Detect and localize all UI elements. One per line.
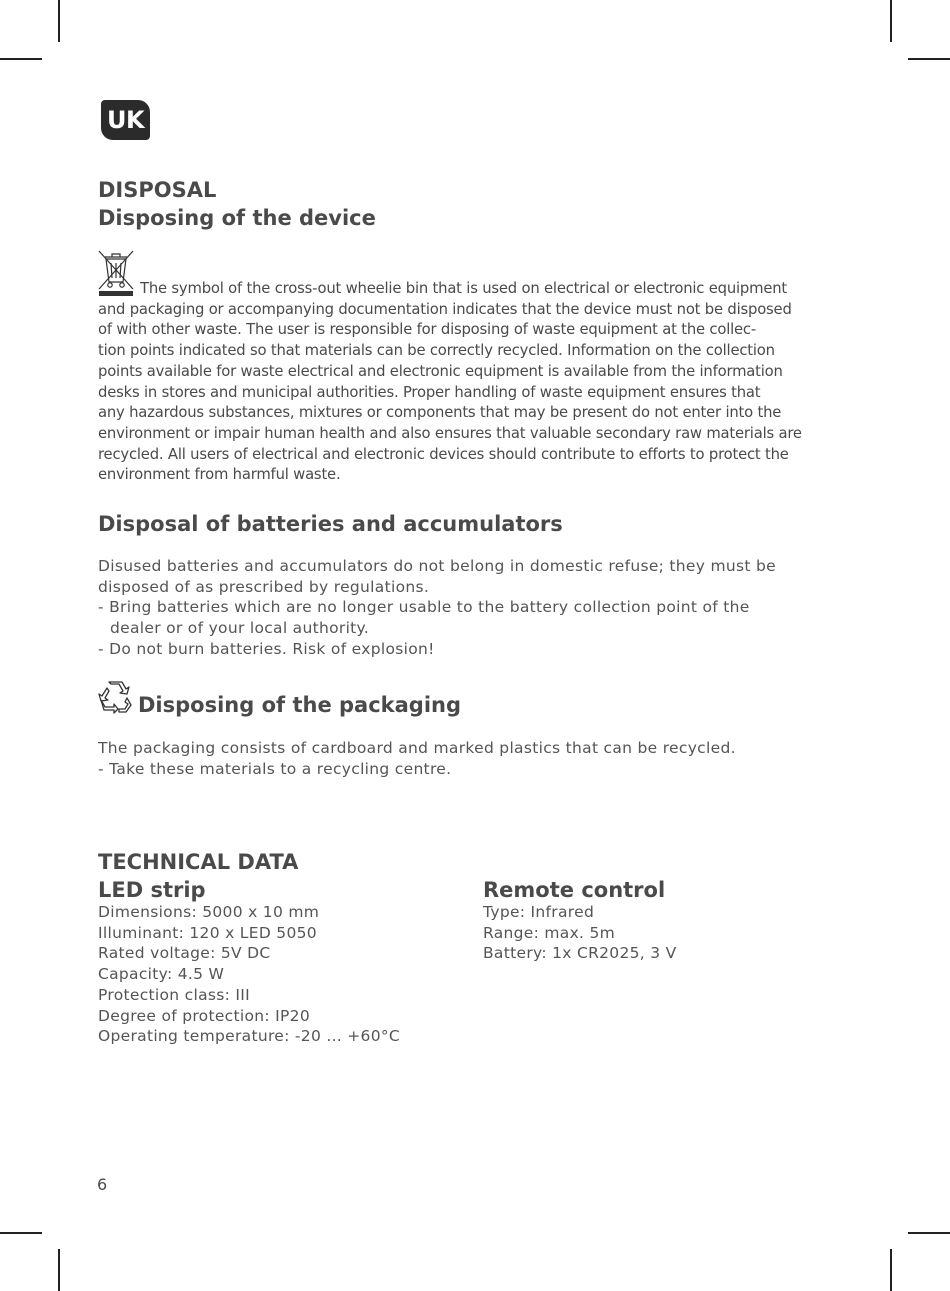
subheading-remote-control: Remote control	[483, 878, 666, 902]
weee-line: environment from harmful waste.	[98, 466, 341, 484]
language-badge: UK	[101, 100, 150, 140]
weee-line: tion points indicated so that materials can be correctly recycled. Information on the collection	[98, 342, 775, 360]
weee-line: recycled. All users of electrical and electronic devices should contribute to efforts to protect the	[98, 445, 789, 463]
section-title-disposal: DISPOSAL	[98, 178, 217, 202]
spec-item: Battery: 1x CR2025, 3 V	[483, 944, 677, 963]
remote-control-specs	[483, 902, 677, 964]
section-title-technical-data: TECHNICAL DATA	[98, 850, 299, 874]
spec-item: Type: Infrared	[483, 903, 595, 921]
batteries-text	[98, 556, 776, 660]
crop-mark	[890, 0, 892, 42]
recycling-symbol-icon	[98, 681, 132, 714]
subheading-batteries: Disposal of batteries and accumulators	[98, 512, 563, 536]
subheading-led-strip: LED strip	[98, 878, 206, 902]
crop-mark	[58, 0, 60, 42]
weee-line: The symbol of the cross-out wheelie bin that is used on electrical or electronic equipment	[140, 280, 788, 297]
subheading-packaging: Disposing of the packaging	[138, 693, 461, 717]
packaging-text	[98, 738, 736, 779]
weee-line: any hazardous substances, mixtures or components that may be present do not enter into the	[98, 404, 782, 422]
batteries-line: disposed of as prescribed by regulations.	[98, 577, 430, 596]
spec-item: Dimensions: 5000 x 10 mm	[98, 903, 320, 921]
weee-line: desks in stores and municipal authorities. Proper handling of waste equipment ensures that	[98, 383, 761, 401]
batteries-bullet-cont: dealer or of your local authority.	[110, 619, 370, 638]
weee-paragraph	[98, 279, 858, 486]
weee-line: points available for waste electrical and electronic equipment is available from the information	[98, 362, 783, 380]
spec-item: Protection class: III	[98, 985, 250, 1004]
led-strip-specs	[98, 902, 400, 1047]
crop-mark	[0, 58, 42, 60]
crop-mark	[0, 1232, 42, 1234]
weee-line: of with other waste. The user is responsible for disposing of waste equipment at the collec-	[98, 321, 757, 339]
batteries-line: Disused batteries and accumulators do not belong in domestic refuse; they must be	[98, 557, 776, 575]
batteries-bullet: - Do not burn batteries. Risk of explosion!	[98, 639, 435, 658]
crop-mark	[58, 1249, 60, 1291]
page-number: 6	[97, 1175, 108, 1194]
crop-mark	[908, 58, 950, 60]
spec-item: Illuminant: 120 x LED 5050	[98, 923, 317, 942]
crop-mark	[890, 1249, 892, 1291]
spec-item: Degree of protection: IP20	[98, 1006, 310, 1025]
spec-item: Operating temperature: -20 ... +60°C	[98, 1027, 401, 1046]
crop-mark	[908, 1232, 950, 1234]
batteries-bullet: - Bring batteries which are no longer usable to the battery collection point of the	[98, 598, 750, 617]
spec-item: Rated voltage: 5V DC	[98, 944, 271, 963]
spec-item: Capacity: 4.5 W	[98, 965, 225, 984]
weee-line: environment or impair human health and also ensures that valuable secondary raw materials are	[98, 424, 802, 442]
spec-item: Range: max. 5m	[483, 923, 616, 942]
subheading-disposing-device: Disposing of the device	[98, 206, 376, 230]
packaging-bullet: - Take these materials to a recycling centre.	[98, 759, 452, 778]
weee-line: and packaging or accompanying documentation indicates that the device must not be disposed	[98, 300, 792, 318]
packaging-line: The packaging consists of cardboard and marked plastics that can be recycled.	[98, 739, 736, 757]
